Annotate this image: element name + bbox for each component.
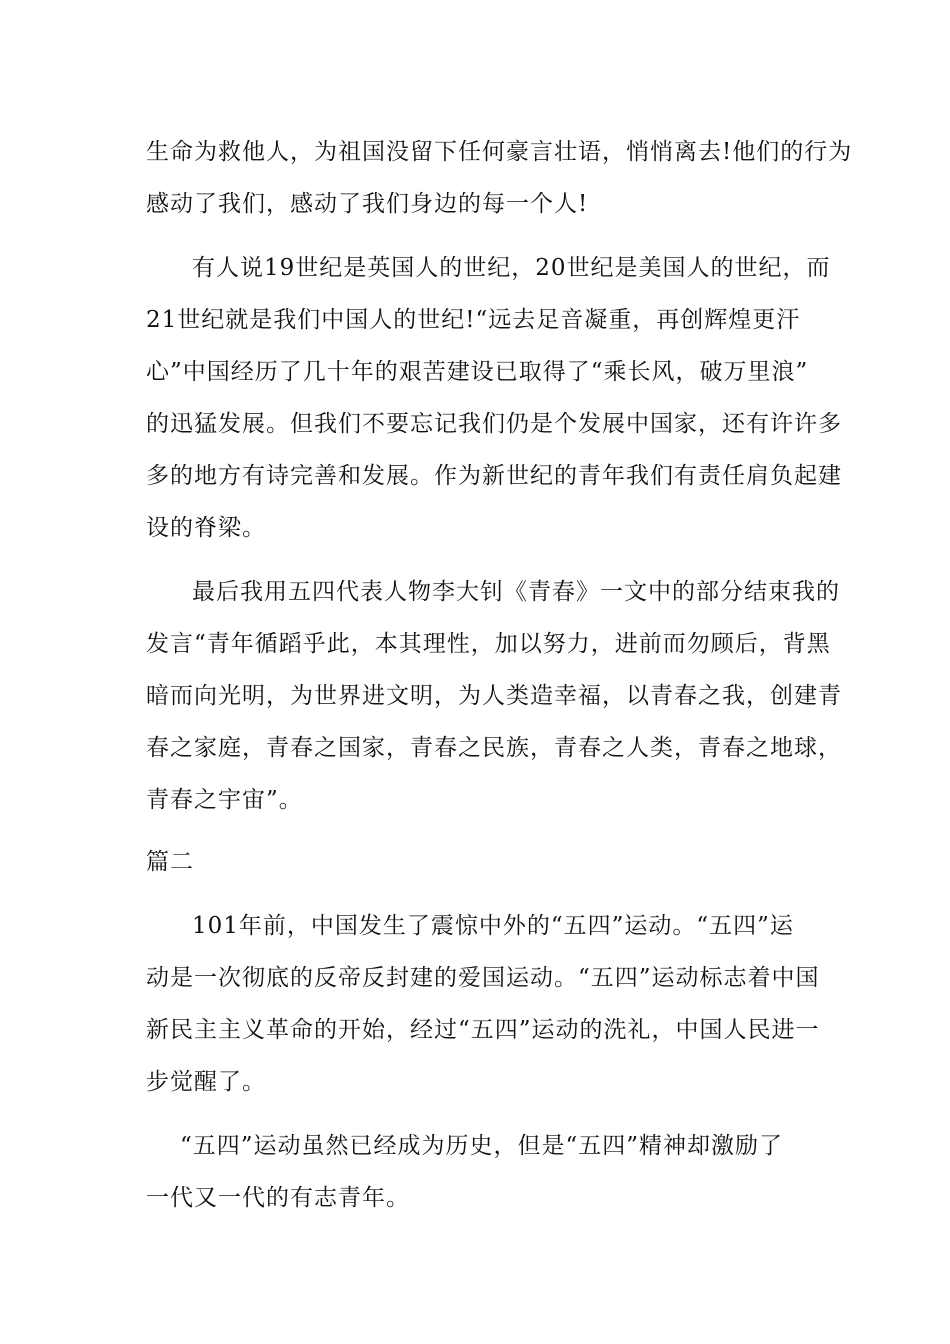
text-line: 生命为救他人，为祖国没留下任何豪言壮语，悄悄离去!他们的行为 — [146, 139, 853, 165]
section-heading: 篇二 — [146, 849, 194, 875]
text-line: 心”中国经历了几十年的艰苦建设已取得了“乘长风，破万里浪” — [146, 359, 809, 385]
text-line: 春之家庭，青春之国家，青春之民族，青春之人类，青春之地球， — [146, 735, 842, 761]
text-line: 最后我用五四代表人物李大钊《青春》一文中的部分结束我的 — [192, 579, 840, 605]
text-line: 新民主主义革命的开始，经过“五四”运动的洗礼，中国人民进一 — [146, 1017, 820, 1043]
paragraph-2 — [146, 242, 842, 554]
text-line: 21世纪就是我们中国人的世纪!“远去足音凝重，再创辉煌更汗 — [146, 307, 801, 333]
text-line: 发言“青年循蹈乎此，本其理性，加以努力，进前而勿顾后，背黑 — [146, 631, 831, 657]
text-line: 感动了我们，感动了我们身边的每一个人! — [146, 191, 589, 217]
paragraph-3 — [146, 566, 842, 826]
text-line: 步觉醒了。 — [146, 1069, 266, 1095]
text-line: 动是一次彻底的反帝反封建的爱国运动。“五四”运动标志着中国 — [146, 965, 820, 991]
text-line: 青春之宇宙”。 — [146, 787, 303, 813]
text-line: 多的地方有诗完善和发展。作为新世纪的青年我们有责任肩负起建 — [146, 463, 842, 489]
paragraph-4 — [146, 900, 820, 1108]
text-line: 的迅猛发展。但我们不要忘记我们仍是个发展中国家，还有许许多 — [146, 411, 842, 437]
text-line: 101年前，中国发生了震惊中外的“五四”运动。“五四”运 — [192, 913, 794, 939]
text-line: 暗而向光明，为世界进文明，为人类造幸福，以青春之我，创建青 — [146, 683, 842, 709]
text-line: 一代又一代的有志青年。 — [146, 1185, 410, 1211]
text-line: 有人说19世纪是英国人的世纪，20世纪是美国人的世纪，而 — [192, 255, 831, 281]
text-line: “五四”运动虽然已经成为历史，但是“五四”精神却激励了 — [180, 1133, 784, 1159]
text-line: 设的脊梁。 — [146, 515, 266, 541]
paragraph-1 — [146, 126, 853, 230]
paragraph-5 — [146, 1120, 806, 1224]
document-page — [146, 126, 853, 1224]
